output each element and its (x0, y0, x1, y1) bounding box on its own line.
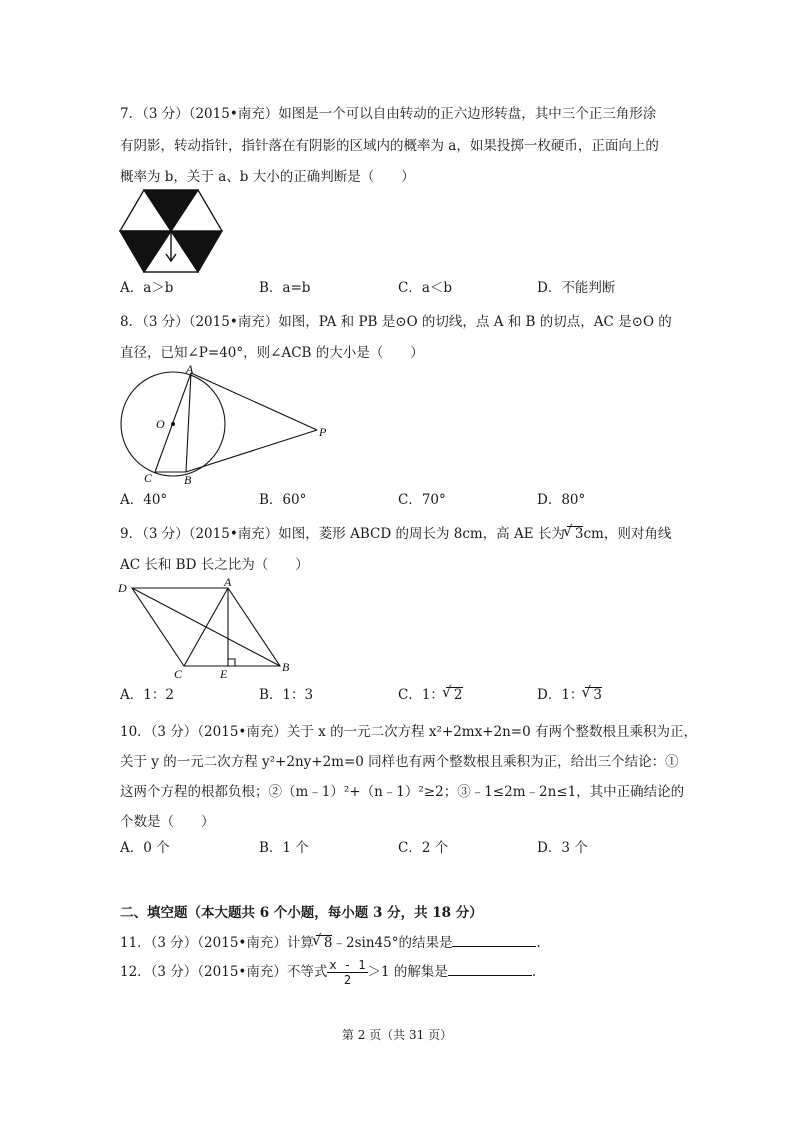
q8-option-a: A．40° (120, 492, 168, 508)
q11-answer-blank (452, 934, 536, 947)
q9-option-c-sqrt: √ 2 (446, 687, 463, 702)
label-a: A (186, 362, 194, 376)
q12-fraction-numerator: x - 1 (329, 958, 366, 972)
label-b: B (282, 660, 290, 674)
q12-fraction-denominator: 2 (343, 973, 352, 987)
q9-option-d-label: D．1： (537, 687, 584, 703)
hexagon-spinner-figure (118, 188, 224, 274)
q9-option-c (398, 683, 463, 703)
center-point (171, 422, 175, 426)
diagonal-ac (184, 588, 228, 666)
q9-line2: AC 长和 BD 长之比为（ ） (120, 557, 309, 573)
q11-period: . (536, 935, 541, 951)
label-d: D (118, 581, 127, 595)
q9-line1-text-end: cm，则对角线 (583, 526, 672, 542)
q10-option-b: B．1 个 (259, 840, 309, 856)
q7-line3: 概率为 b，关于 a、b 大小的正确判断是（ ） (120, 169, 415, 185)
q8-option-c: C．70° (398, 492, 446, 508)
q11-sqrt8: √ 8 (316, 935, 333, 950)
page-footer: 第 2 页（共 31 页） (341, 1028, 453, 1042)
shaded-triangle-right (171, 231, 222, 272)
q7-option-c: C．a＜b (398, 280, 453, 296)
right-angle-mark (228, 659, 235, 666)
q9-option-c-label: C．1： (398, 687, 444, 703)
q10-option-c: C．2 个 (398, 840, 449, 856)
q8-line2: 直径，已知∠P=40°，则∠ACB 的大小是（ ） (120, 345, 424, 361)
q10-line1: 10．（3 分）（2015•南充）关于 x 的一元二次方程 x²+2mx+2n=0 有两个整数根且乘积为正， (120, 724, 697, 740)
label-c: C (144, 471, 153, 485)
q9-option-d-sqrt: √ 3 (585, 687, 602, 702)
label-p: P (319, 425, 327, 439)
label-c: C (174, 667, 183, 681)
q9-sqrt3: √ 3 (567, 526, 584, 541)
rhombus-figure (114, 574, 300, 682)
circle-tangent-figure (112, 362, 342, 490)
q11-text-end: ﹣2sin45°的结果是 (332, 935, 453, 951)
q9-option-b: B．1：3 (259, 687, 314, 703)
label-o: O (156, 417, 165, 431)
q9-option-d (537, 683, 602, 703)
q12-fraction (327, 958, 367, 987)
q9-line1-text: 9．（3 分）（2015•南充）如图，菱形 ABCD 的周长为 8cm，高 AE 长为 (120, 526, 565, 542)
label-a: A (224, 575, 232, 589)
q7-option-d: D．不能判断 (537, 280, 616, 296)
tangent-pb (186, 430, 317, 472)
q10-line4: 个数是（ ） (120, 814, 215, 830)
q12-text: 12．（3 分）（2015•南充）不等式 (120, 964, 328, 980)
label-e: E (220, 667, 228, 681)
q10-line3: 这两个方程的根都负根；②（m﹣1）²+（n﹣1）²≥2；③﹣1≤2m﹣2n≤1，其中正确结论的 (120, 784, 685, 800)
q12-period: . (531, 964, 537, 980)
q8-line1: 8．（3 分）（2015•南充）如图，PA 和 PB 是⊙O 的切线，点 A 和 B 的切点，AC 是⊙O 的 (120, 314, 672, 330)
q7-option-a: A．a＞b (120, 280, 174, 296)
q9-option-a: A．1：2 (120, 687, 174, 703)
q9-line1 (120, 522, 671, 542)
q8-option-b: B．60° (259, 492, 307, 508)
q11-text: 11．（3 分）（2015•南充）计算 (120, 935, 314, 951)
shaded-triangle-top (144, 190, 198, 231)
label-b: B (184, 473, 192, 487)
q10-line2: 关于 y 的一元二次方程 y²+2ny+2m=0 同样也有两个整数根且乘积为正，给出三个结论：① (120, 754, 679, 770)
q12-line (120, 958, 536, 987)
q7-option-b: B．a=b (259, 280, 311, 296)
q10-option-d: D．3 个 (537, 840, 588, 856)
q7-line2: 有阴影，转动指针，指针落在有阴影的区域内的概率为 a，如果投掷一枚硬币，正面向上的 (120, 138, 659, 154)
tangent-pa (191, 373, 317, 430)
shaded-triangle-left (120, 231, 171, 272)
chord-ab (186, 373, 191, 472)
q11-line (120, 931, 541, 951)
q12-answer-blank (448, 963, 532, 976)
q12-text-end: ＞1 的解集是 (367, 964, 448, 980)
q8-option-d: D．80° (537, 492, 586, 508)
section-title: 二、填空题（本大题共 6 个小题，每小题 3 分，共 18 分） (120, 905, 483, 921)
q10-option-a: A．0 个 (120, 840, 170, 856)
q7-line1: 7．（3 分）（2015•南充）如图是一个可以自由转动的正六边形转盘，其中三个正三角形涂 (120, 106, 657, 122)
